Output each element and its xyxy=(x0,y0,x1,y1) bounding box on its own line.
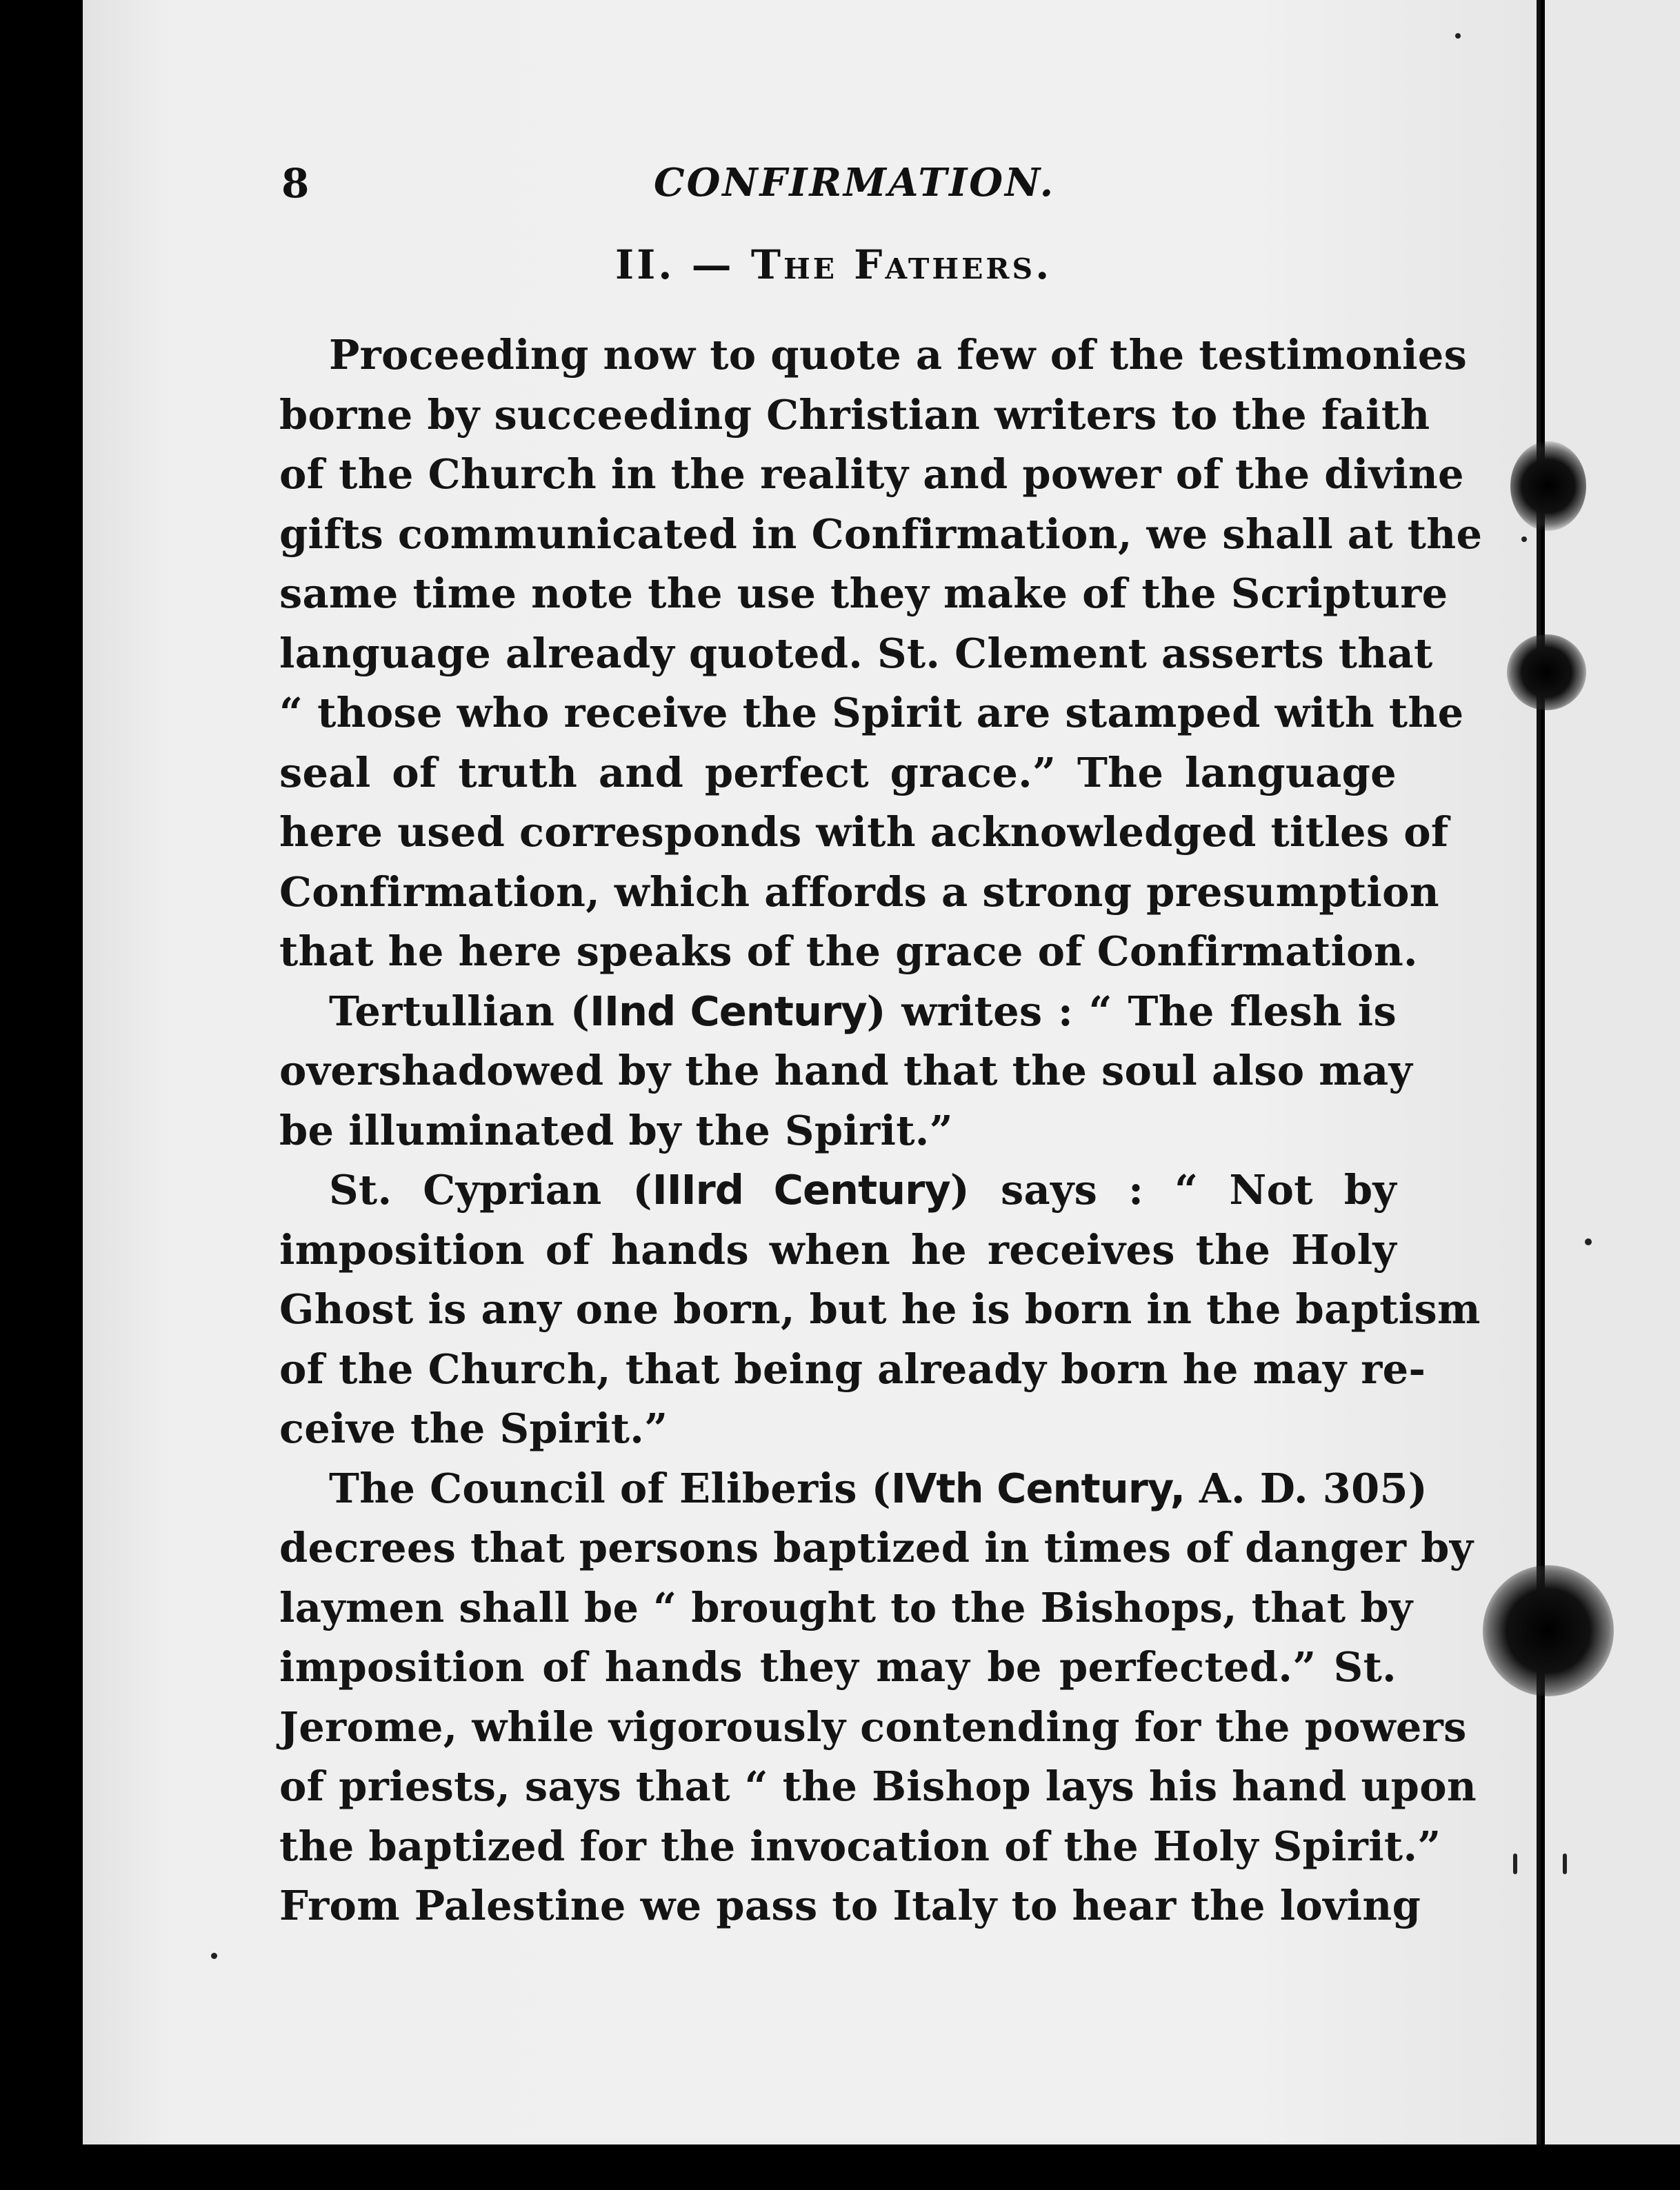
text-line: the baptized for the invocation of the Holy Spirit.” xyxy=(279,1822,1441,1870)
line-fragment: The Council of Eliberis ( xyxy=(329,1464,891,1512)
ink-speck xyxy=(1455,33,1461,39)
line-fragment: ) writes : “ The flesh is xyxy=(866,987,1397,1035)
line-fragment: Tertullian ( xyxy=(329,987,590,1035)
text-line: language already quoted. St. Clement asserts that xyxy=(279,629,1433,677)
text-line: ceive the Spirit.” xyxy=(279,1405,668,1452)
text-line: overshadowed by the hand that the soul also may xyxy=(279,1047,1413,1094)
page-header xyxy=(281,160,1399,208)
text-line: Proceeding now to quote a few of the testimonies xyxy=(329,331,1468,379)
ink-blot xyxy=(1507,634,1586,710)
text-line: imposition of hands when he receives the Holy xyxy=(279,1225,1397,1274)
text-line: From Palestine we pass to Italy to hear the loving xyxy=(279,1882,1421,1929)
century-label: IInd Century xyxy=(590,987,867,1035)
line-fragment: St. Cyprian ( xyxy=(329,1166,652,1214)
text-line: same time note the use they make of the Scripture xyxy=(279,570,1448,617)
line-fragment: A. D. 305) xyxy=(1185,1464,1428,1512)
text-line xyxy=(279,982,1397,1042)
text-line: Jerome, while vigorously contending for the powers xyxy=(279,1702,1467,1751)
body-text xyxy=(279,325,1483,1936)
century-label: IIIrd Century xyxy=(652,1166,950,1214)
scan-border xyxy=(0,2144,1680,2190)
ink-speck xyxy=(1513,1854,1517,1874)
paragraph xyxy=(279,325,1483,982)
page-number: 8 xyxy=(281,160,310,207)
ink-speck xyxy=(1585,1238,1592,1245)
ink-speck xyxy=(211,1953,217,1959)
line-fragment: ) says : “ Not by xyxy=(950,1166,1397,1214)
text-line: “ those who receive the Spirit are stamped with the xyxy=(279,689,1464,736)
text-line: borne by succeeding Christian writers to the faith xyxy=(279,390,1430,439)
text-line: decrees that persons baptized in times of danger by xyxy=(279,1524,1474,1571)
text-line: Ghost is any one born, but he is born in the baptism xyxy=(279,1285,1481,1333)
ink-blot xyxy=(1510,441,1586,531)
paragraph xyxy=(279,982,1413,1161)
adjacent-page-edge xyxy=(1545,0,1680,2144)
section-title: II. — The Fathers. xyxy=(615,241,1052,288)
paragraph xyxy=(279,1161,1481,1459)
text-line: seal of truth and perfect grace.” The language xyxy=(279,748,1397,796)
running-head: CONFIRMATION. xyxy=(654,160,1056,205)
text-line: laymen shall be “ brought to the Bishops, that by xyxy=(279,1583,1413,1631)
text-line: of the Church in the reality and power of the divine xyxy=(279,450,1464,498)
text-line: of the Church, that being already born he may re- xyxy=(279,1345,1426,1393)
text-line: Confirmation, which affords a strong presumption xyxy=(279,867,1439,916)
text-line: be illuminated by the Spirit.” xyxy=(279,1106,953,1154)
century-label: IVth Century, xyxy=(890,1464,1186,1512)
text-line: here used corresponds with acknowledged titles of xyxy=(279,808,1449,856)
ink-speck xyxy=(1521,536,1527,542)
text-line: of priests, says that “ the Bishop lays his hand upon xyxy=(279,1762,1477,1810)
text-line: imposition of hands they may be perfected.” St. xyxy=(279,1643,1397,1691)
ink-blot xyxy=(1483,1565,1614,1696)
text-line xyxy=(279,1459,1428,1519)
text-line xyxy=(279,1161,1397,1220)
text-line: that he here speaks of the grace of Confirmation. xyxy=(279,927,1418,975)
ink-speck xyxy=(1563,1854,1567,1874)
page-fold-line xyxy=(1537,0,1541,2151)
text-line: gifts communicated in Confirmation, we shall at the xyxy=(279,510,1483,558)
paragraph xyxy=(279,1459,1477,1936)
